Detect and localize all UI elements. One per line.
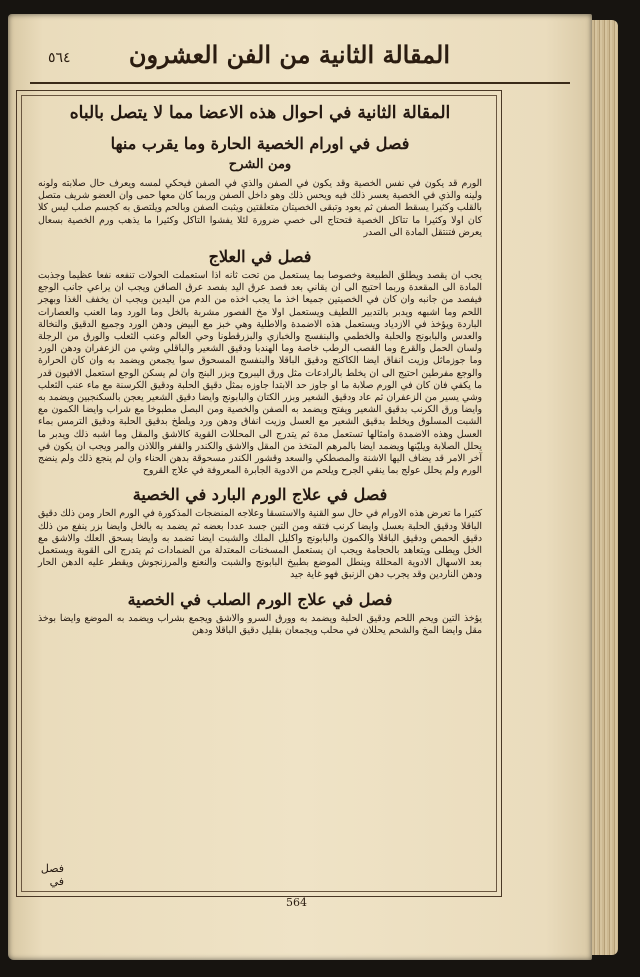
section-text: يجب ان يقصد ويطلق الطبيعة وخصوصا بما يستعمل من تحت ثانه اذا استعملت الحولات تنفعه نفعا عظيما وجذبت المادة الى المقعدة وربما احتيج الى ان يقاني بعد فصد عرق اليد بفصد عرق الصافن ويجب ان يراعي جانب الوجع فيفصد من جانبه وان كان في الخصيتين جميعا اخذ ما يجب اخذه من الدم من اليدين ويجب ان يخفف الغذا وبهجر اللحم وما اشبهه ويدبر بالتدبير اللطيف ويستعمل اولا مخ الفصور مشربة بالخل وما الورد وما العنب والعصارات الباردة ويؤخذ في الازدياد ويستعمل هذه الاضمدة والاطلية وهي خبز مع البيض ودهن الورد وجميع الدقيق والنخالة والعدس والبابونج والحلبة والخطمي والبنفسج والخبازي والبزرقطونا وحي العالم وعنب الثعلب والورق من الرجلة ولسان الحمل والقرع وما القصب الرطب خاصة وما الهندبا ودقيق الشعير والباقلي وشي من الزعفران ودهن الورد وما جوزماثل وزيت انفاق ايضا الكاكنج ودقيق الباقلا والبنفسج المسحوق سوا يجمعن ويضمد به وان كان الحرارة والوجع مفرطين احتيج الى ان يخلط بالرادعات مثل ورق اليبروح وبزر البنج وان لم يسكن الوجع استعمل الافيون قدر ما يكفي فان كان في الورم صلابة ما او جاوز حد الابتدا جاوزه بمثل دقيق الحلبة ودقيق الكرسنة مع ماء عنب الثعلب وشي يسير من الزعفران ثم عاد ودقيق الشعير وبزر الكتان والبابونج وايضا دقيق الشعير يعجن بالسكنجبين ويضمد به وايضا ورق الكرنب بدقيق الشعير ويفتح ويضمد به الصفن والخصية ومن البصل مطبوخا مع شراب وايضا الكمون مع الشبت المسلوق ويخلط بدقيق الشعير مع العسل وزيت انفاق ودهن ورد ويلطخ بدقيق الحلبة ودقيق الترمس بماء العسل وهذه الاضمدة وامثالها تستعمل مدة ثم يتدرج الى المحللات القوية كالاشق والمقل وما اشبه ذلك ويدبر ما يحلل الصلابة ويليّنها ويضمد ايضا بالمرهم المتخذ من المقل والاشق والكندر والقفر واللاذن والمر ويجب ان يكون في آخر الامر قد يضاف اليها الاشنة والمصطكي والسعد وقشور الكندر مسحوقة بدهن الحناء وان لم ينجع ذلك ولم ينضج الورم ولم يحلل عولج بما ينقي الجرح ويلحم من الادوية الجابرة المعروفة في علاج القروح: [38, 270, 482, 477]
page-header: [30, 40, 570, 80]
section-text: الورم قد يكون في نفس الخصية وقد يكون في الصفن والذي في الصفن فيحكي لمسه ويعرف حال صلابته ولونه ولينه والذي في الخصية يعسر ذلك فيه ويحس ذلك وهو داخل الصفن وربما كان معها حمى وان العضو شريف متصل بالقلب وكثيرا يسقط الصفن ثم يعود وتبقى الخصيتان متعلقتين ويثبت الصفن وبالحم ويلتصق به كجسم صلب ليس كلا كان اولا وكثيرا ما تتاكل الخصية فتحتاج الى خصي ضرورة لئلا يفشوا التاكل وكثيرا ما يذهب ورم الخصية بسعال يعرض فتنتقل المادة الى الصدر: [38, 178, 482, 238]
page-number-top: ٥٦٤: [48, 50, 71, 66]
main-title: المقالة الثانية في احوال هذه الاعضا مما لا يتصل بالباه: [69, 103, 451, 123]
section-heading: فصل في العلاج: [208, 247, 312, 267]
page-number-bottom: 564: [286, 896, 307, 909]
running-title: المقالة الثانية من الفن العشرون: [128, 40, 450, 69]
section-heading: فصل في اورام الخصية الحارة وما يقرب منها: [110, 134, 410, 153]
section-heading: فصل في علاج الورم البارد في الخصية: [132, 485, 388, 505]
catchword: فصل في: [40, 862, 64, 888]
section-text: كثيرا ما تعرض هذه الاورام في حال سو القنية والاستسقا وعلاجه المنضجات المذكورة في الورم الحار ومن ذلك دقيق الباقلا ودقيق الحلبة بعسل وايضا كرنب فتقه ومن التين جسد عددا بعضه ثم يضمد به بالخل وايضا بزر ينفع من ذلك دقيق الحمص ودقيق الباقلا والكمون والبابونج واكليل الملك والشبت ايضا تضمد به وايضا يسحق العلك والاشق مع الخل ويطلى ويتعاهد بالحجامة ويجب ان يستعمل المسخنات المعتدلة من الضمادات ثم يتدرج الى القوية ويستعمل بعد الاسهال الادوية المحللة وينطل الموضع بطبيخ البابونج والشبت والنعنع والمرزنجوش ويقطر عليه الدهن الحار ودهن الناردين وقد يجرب دهن الزنبق فهو غاية جيد: [38, 508, 482, 581]
page-edges: [592, 20, 618, 955]
section-text: يؤخذ التين ويحم اللحم ودقيق الحلبة ويضمد به وورق السرو والاشق ويجمع بشراب ويضمد به الموضع وايضا بوخذ مقل وايضا المخ والشحم يحللان في محلب ويجمعان بقليل دقيق الباقلا ودهن: [38, 612, 482, 636]
header-rule: [30, 82, 570, 84]
page-content: [34, 96, 486, 886]
section-heading: فصل في علاج الورم الصلب في الخصية: [127, 589, 393, 609]
section-subheading: ومن الشرح: [228, 157, 292, 172]
